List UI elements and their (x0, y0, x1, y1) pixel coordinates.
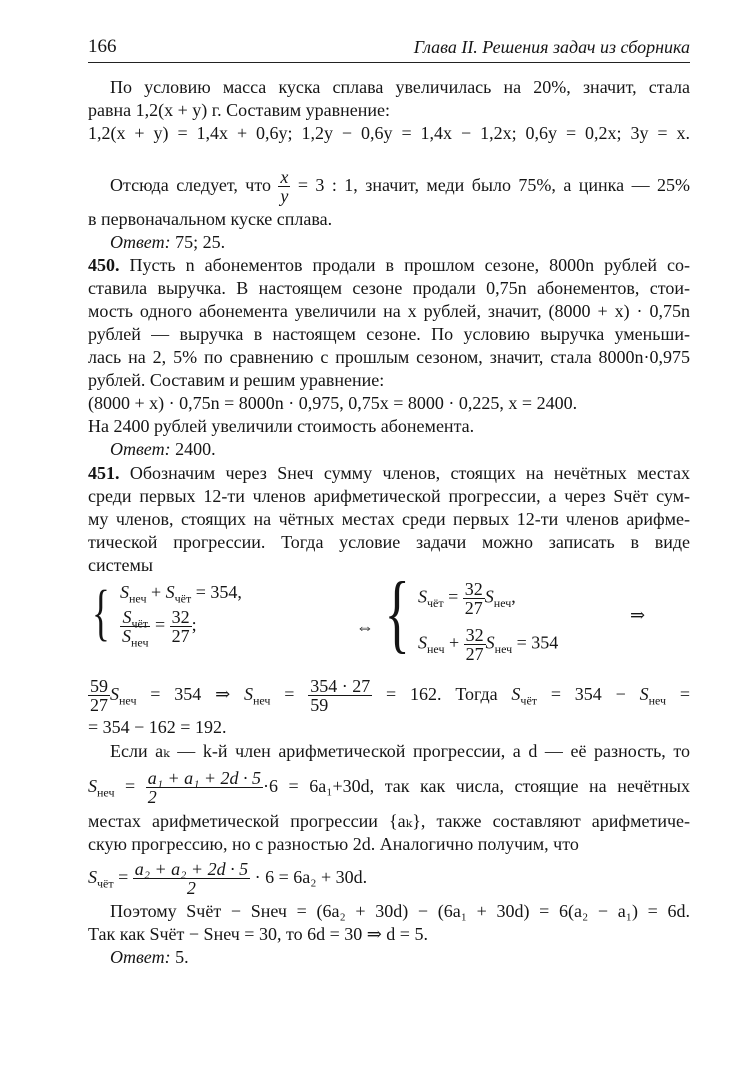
fraction (120, 607, 150, 650)
text: · 6 = 6a₂ + 30d. (254, 867, 368, 887)
op: = (448, 586, 459, 607)
var: S (122, 607, 132, 627)
problem-number: 451. (88, 463, 120, 483)
denominator: 2 (147, 787, 157, 806)
denominator (120, 626, 150, 650)
text-line: Если aₖ — k-й член арифметической прогрессии, а d — её разность, то (110, 741, 690, 761)
numerator: 32 (171, 607, 190, 627)
sub: неч (97, 785, 115, 800)
numerator: a₁ + a₁ + 2d · 5 (147, 768, 262, 789)
formula-line: $\frac{59}{27}$ $S_{неч} = 354$ ⇒ $S_{неч}$ = $\frac{354 \cdot 27}{59}$ = 162. Тогда $S_{чёт} = 354 - S_{неч}$ = (90, 676, 690, 714)
denominator: 59 (310, 695, 329, 714)
sub: неч (131, 635, 149, 650)
formula-line: (8000 + x) · 0,75n = 8000n · 0,975, 0,75x = 8000 · 0,225, x = 2400. (88, 393, 578, 413)
answer-line (110, 438, 690, 461)
numerator: a₂ + a₂ + 2d · 5 (134, 859, 249, 880)
var: S (88, 776, 97, 796)
text-line: рублей. Составим и решим уравнение: (88, 370, 385, 390)
fraction (146, 769, 263, 806)
numerator: 354 · 27 (310, 676, 371, 697)
var: S (418, 586, 427, 607)
denominator: 27 (90, 695, 108, 714)
fraction (170, 608, 192, 645)
text: ·6 = 6a₁+30d, так как числа, стоящие на нечётных (263, 776, 690, 796)
text-line: среди первых 12-ти членов арифметической прогрессии, а через Sчёт сум- (88, 486, 690, 506)
op: ; (191, 614, 197, 635)
denominator: 27 (171, 626, 190, 646)
answer-label: Ответ: (110, 947, 171, 967)
var: S (243, 684, 253, 704)
answer-value: 2400. (175, 439, 216, 459)
numerator: x (280, 167, 289, 188)
problem-450-line (88, 254, 690, 277)
sub: неч (252, 693, 271, 708)
answer-line (110, 946, 690, 969)
var: S (485, 632, 495, 653)
numerator (120, 607, 150, 631)
numerator: 32 (465, 625, 484, 645)
formula-line: = 354 − 162 = 192. (88, 717, 227, 737)
var: S (639, 684, 649, 704)
text-line: равна 1,2(x + y) г. Составим уравнение: (88, 100, 391, 120)
formula-line: Так как Sчёт − Sнеч = 30, то 6d = 30 ⇒ d = 5. (88, 924, 428, 944)
var: S (110, 684, 119, 704)
fraction (308, 677, 372, 714)
denominator: 2 (186, 878, 196, 897)
system-eq-1 (120, 581, 242, 606)
op: = 354, (195, 582, 242, 602)
sub: чёт (520, 693, 538, 708)
page-number: 166 (88, 36, 117, 57)
problem-451-line (88, 462, 690, 485)
var: S (165, 582, 175, 602)
implies-symbol: ⇒ (630, 605, 646, 625)
text-line: системы (88, 555, 153, 575)
text-line: в первоначальном куске сплава. (88, 209, 333, 229)
denominator: 27 (465, 644, 484, 664)
numerator: 32 (464, 579, 483, 599)
denominator: y (280, 186, 289, 206)
var: S (122, 626, 131, 646)
text: Отсюда следует, что (110, 175, 271, 195)
fraction (464, 626, 486, 663)
answer-value: 75; 25. (175, 232, 226, 252)
sub: чёт (131, 616, 149, 631)
problem-number: 450. (88, 255, 120, 275)
formula-line: $S_{неч}$ = $\frac{\text{a₁ + a₁ + 2d · 5}}{2}$ ·6 = 6a₁+30d, так как числа, стоящие на нечётных (88, 768, 690, 806)
header-rule (88, 62, 690, 63)
left-brace: { (91, 579, 110, 647)
sub: чёт (427, 596, 444, 611)
fraction (463, 580, 485, 617)
text-line: лась на 2, 5% по сравнению с прошлым сезоном, значит, стала 8000n·0,975 (88, 347, 690, 367)
system-eq-4 (418, 626, 558, 663)
left-brace: { (384, 565, 410, 662)
text-line (110, 164, 690, 206)
text-line: ставила выручка. В настоящем сезоне продали 0,75n абонементов, стои- (88, 278, 690, 298)
op: = 354 ⇒ (150, 684, 231, 704)
text-line: рублей — выручка в настоящем сезоне. По условию выручка уменьши- (88, 324, 690, 344)
op: , (511, 586, 516, 607)
text-line: местах арифметической прогрессии {aₖ}, также составляют арифметиче- (88, 811, 690, 831)
sub: неч (648, 693, 667, 708)
iff-symbol: ⇔ (356, 617, 374, 637)
sub: неч (427, 642, 445, 657)
var: S (511, 684, 521, 704)
fraction (133, 860, 250, 897)
answer-label: Ответ: (110, 439, 171, 459)
fraction (278, 168, 290, 205)
text-line: По условию масса куска сплава увеличилась на 20%, значит, стала (110, 77, 690, 97)
op: = 354 − (550, 684, 626, 704)
sub: чёт (174, 591, 192, 606)
formula-line: Поэтому Sчёт − Sнеч = (6a₂ + 30d) − (6a₁ + 30d) = 6(a₂ − a₁) = 6d. (110, 901, 690, 921)
text: = 3 : 1, значит, меди было 75%, а цинка — 25% (297, 175, 690, 195)
text: Обозначим через Sнеч сумму членов, стоящих на нечётных местах (129, 463, 690, 483)
sub: неч (493, 596, 512, 611)
system-eq-2: $\frac{S_{чёт}}{S_{неч}}$ = $\frac{32}{27}$ ; (122, 607, 197, 650)
fraction (88, 677, 110, 714)
sub: неч (494, 642, 513, 657)
var: S (88, 867, 97, 887)
chapter-title: Глава II. Решения задач из сборника (413, 37, 690, 57)
denominator: 27 (464, 598, 483, 618)
text-line: На 2400 рублей увеличили стоимость абонемента. (88, 416, 475, 436)
op: = 354 (516, 632, 559, 653)
text: Пусть n абонементов продали в прошлом сезоне, 8000n рублей со- (129, 255, 690, 275)
op: = (679, 684, 690, 704)
var: S (418, 632, 427, 653)
text-line: скую прогрессию, но с разностью 2d. Аналогично получим, что (88, 834, 579, 854)
answer-line (110, 231, 690, 254)
text-line: мость одного абонемента увеличили на x рублей, значит, (8000 + x) · 0,75n (88, 301, 690, 321)
formula-line: $S_{чёт}$ = $\frac{\text{a₂ + a₂ + 2d · 5}}{2}$ · 6 = 6a₂ + 30d. (88, 859, 368, 897)
numerator: 59 (90, 676, 108, 697)
op: + (448, 632, 460, 653)
sub: неч (129, 591, 147, 606)
sub: неч (119, 693, 137, 708)
var: S (120, 582, 129, 602)
answer-label: Ответ: (110, 232, 171, 252)
op: + (150, 582, 162, 602)
text-line: тической прогрессии. Тогда условие задачи можно записать в виде (88, 532, 690, 552)
text-line: му членов, стоящих на чётных местах среди первых 12-ти членов арифме- (88, 509, 690, 529)
var: S (484, 586, 494, 607)
formula-line: 1,2(x + y) = 1,4x + 0,6y; 1,2y − 0,6y = 1,4x − 1,2x; 0,6y = 0,2x; 3y = x. (88, 123, 690, 143)
answer-value: 5. (175, 947, 189, 967)
text: = 162. Тогда (386, 684, 498, 704)
system-eq-3 (418, 580, 516, 617)
sub: чёт (97, 876, 114, 891)
